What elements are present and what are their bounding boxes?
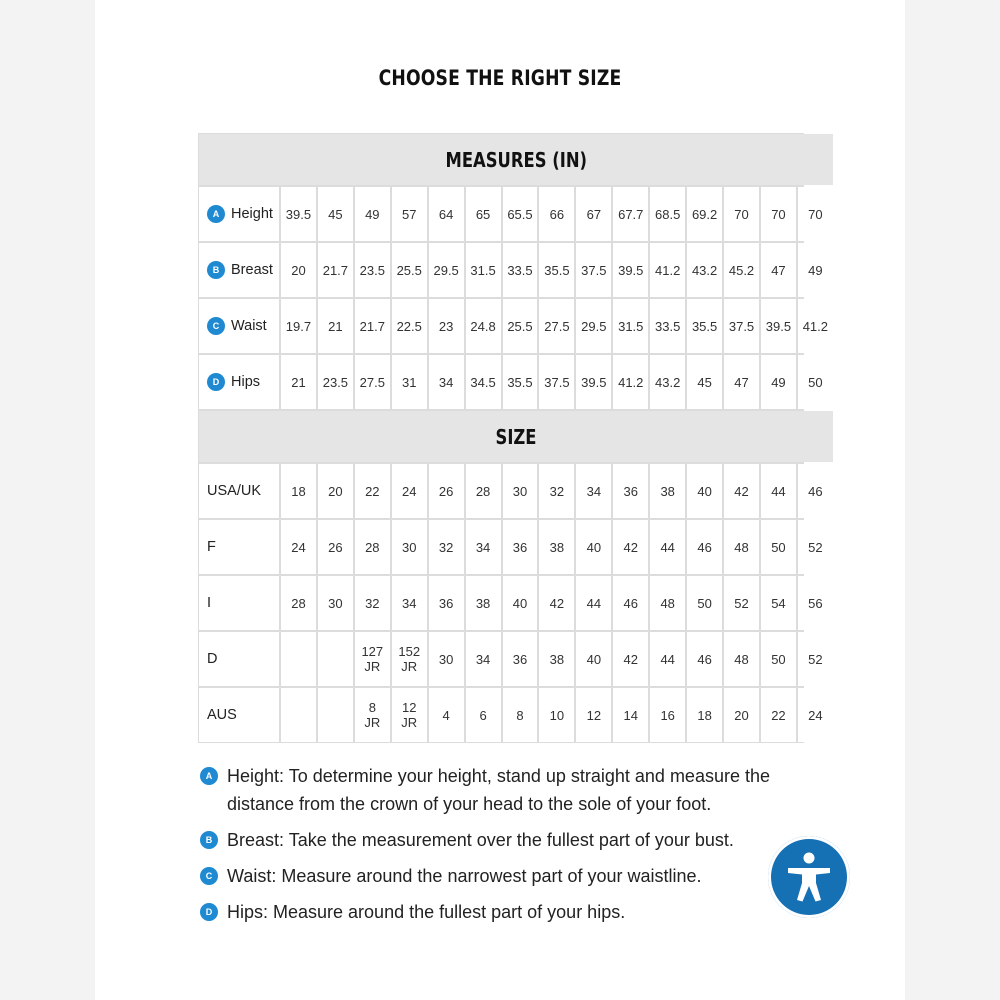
table-cell: 40	[503, 576, 538, 630]
table-cell: 32	[355, 576, 390, 630]
row-label-text: D	[207, 651, 218, 667]
table-cell: 32	[429, 520, 464, 574]
table-cell: 45.2	[724, 243, 759, 297]
table-cell: 22	[761, 688, 796, 742]
note-item	[200, 862, 820, 890]
table-cell: 19.7	[281, 299, 316, 353]
badge-icon: C	[207, 317, 225, 335]
table-cell: 27.5	[355, 355, 390, 409]
row-label	[199, 355, 279, 409]
table-cell: 65.5	[503, 187, 538, 241]
table-cell: 27.5	[539, 299, 574, 353]
table-cell: 24	[281, 520, 316, 574]
table-cell: 70	[761, 187, 796, 241]
table-cell: 46	[798, 464, 833, 518]
table-cell: 43.2	[650, 355, 685, 409]
table-cell: 40	[576, 632, 611, 686]
table-cell: 10	[539, 688, 574, 742]
table-cell: 70	[798, 187, 833, 241]
table-cell: 48	[724, 632, 759, 686]
size-chart-table	[198, 133, 829, 743]
table-cell: 32	[539, 464, 574, 518]
table-cell: 24.8	[466, 299, 501, 353]
table-cell: 38	[650, 464, 685, 518]
row-label	[199, 464, 279, 518]
measures-header	[199, 134, 833, 185]
table-cell: 34	[392, 576, 427, 630]
table-cell	[318, 632, 353, 686]
table-cell	[281, 632, 316, 686]
table-cell: 38	[466, 576, 501, 630]
row-label	[199, 632, 279, 686]
table-cell	[281, 688, 316, 742]
table-cell: 42	[613, 632, 648, 686]
table-cell: 31	[392, 355, 427, 409]
row-label	[199, 576, 279, 630]
table-cell: 28	[355, 520, 390, 574]
accessibility-button[interactable]	[768, 836, 850, 918]
table-cell: 37.5	[539, 355, 574, 409]
table-cell: 33.5	[503, 243, 538, 297]
table-cell: 26	[318, 520, 353, 574]
table-cell: 46	[687, 520, 722, 574]
table-cell: 41.2	[613, 355, 648, 409]
table-cell: 44	[650, 520, 685, 574]
table-cell: 25.5	[503, 299, 538, 353]
table-cell: 57	[392, 187, 427, 241]
note-text: Breast: Take the measurement over the fullest part of your bust.	[227, 830, 734, 850]
table-cell: 42	[613, 520, 648, 574]
table-cell: 21	[281, 355, 316, 409]
row-label-text: Waist	[231, 318, 267, 334]
table-cell: 24	[798, 688, 833, 742]
row-label	[199, 187, 279, 241]
measurement-notes	[200, 762, 820, 934]
table-cell: 49	[798, 243, 833, 297]
badge-icon: A	[200, 767, 218, 785]
table-cell: 67.7	[613, 187, 648, 241]
table-cell: 42	[539, 576, 574, 630]
row-label-text: Height	[231, 206, 273, 222]
table-cell: 23.5	[318, 355, 353, 409]
table-cell: 44	[761, 464, 796, 518]
badge-icon: B	[200, 831, 218, 849]
table-cell: 23	[429, 299, 464, 353]
table-cell: 31.5	[613, 299, 648, 353]
table-cell: 22.5	[392, 299, 427, 353]
table-cell: 8 JR	[355, 688, 390, 742]
table-cell: 37.5	[576, 243, 611, 297]
table-cell: 34	[429, 355, 464, 409]
table-cell: 39.5	[761, 299, 796, 353]
table-cell: 30	[429, 632, 464, 686]
table-cell: 52	[724, 576, 759, 630]
table-cell: 48	[650, 576, 685, 630]
table-cell: 35.5	[539, 243, 574, 297]
badge-icon: D	[207, 373, 225, 391]
table-cell: 50	[687, 576, 722, 630]
table-cell: 34	[466, 632, 501, 686]
table-cell: 23.5	[355, 243, 390, 297]
table-cell: 70	[724, 187, 759, 241]
row-label	[199, 243, 279, 297]
table-cell: 50	[761, 632, 796, 686]
table-cell: 31.5	[466, 243, 501, 297]
table-cell: 8	[503, 688, 538, 742]
table-cell: 45	[318, 187, 353, 241]
table-cell: 152 JR	[392, 632, 427, 686]
table-cell: 16	[650, 688, 685, 742]
table-cell: 47	[761, 243, 796, 297]
table-cell: 64	[429, 187, 464, 241]
table-cell: 21.7	[355, 299, 390, 353]
table-cell: 18	[687, 688, 722, 742]
page-title: CHOOSE THE RIGHT SIZE	[378, 66, 622, 90]
table-cell: 36	[613, 464, 648, 518]
size-header	[199, 411, 833, 462]
table-cell: 44	[576, 576, 611, 630]
table-cell: 35.5	[503, 355, 538, 409]
table-cell: 34.5	[466, 355, 501, 409]
table-cell: 40	[576, 520, 611, 574]
row-label-text: F	[207, 539, 216, 555]
table-cell: 45	[687, 355, 722, 409]
table-cell: 34	[576, 464, 611, 518]
table-cell: 56	[798, 576, 833, 630]
badge-icon: C	[200, 867, 218, 885]
table-cell: 68.5	[650, 187, 685, 241]
table-cell: 66	[539, 187, 574, 241]
note-item	[200, 762, 820, 818]
table-cell: 21	[318, 299, 353, 353]
table-cell: 26	[429, 464, 464, 518]
note-text: Hips: Measure around the fullest part of your hips.	[227, 902, 626, 922]
table-cell: 14	[613, 688, 648, 742]
row-label-text: USA/UK	[207, 483, 261, 499]
table-cell: 42	[724, 464, 759, 518]
table-cell: 6	[466, 688, 501, 742]
row-label-text: Breast	[231, 262, 273, 278]
table-cell: 54	[761, 576, 796, 630]
accessibility-person-icon	[779, 847, 839, 907]
row-label	[199, 299, 279, 353]
table-cell: 35.5	[687, 299, 722, 353]
table-cell: 46	[613, 576, 648, 630]
table-cell: 20	[281, 243, 316, 297]
table-cell: 44	[650, 632, 685, 686]
table-cell: 50	[761, 520, 796, 574]
table-cell: 33.5	[650, 299, 685, 353]
table-cell: 52	[798, 520, 833, 574]
table-cell: 49	[761, 355, 796, 409]
table-cell: 30	[503, 464, 538, 518]
table-cell: 39.5	[613, 243, 648, 297]
table-cell: 29.5	[429, 243, 464, 297]
table-cell: 65	[466, 187, 501, 241]
table-cell: 20	[724, 688, 759, 742]
table-cell: 34	[466, 520, 501, 574]
table-cell: 21.7	[318, 243, 353, 297]
table-cell: 41.2	[798, 299, 833, 353]
row-label	[199, 688, 279, 742]
table-cell: 12 JR	[392, 688, 427, 742]
badge-icon: D	[200, 903, 218, 921]
measures-header-text: MEASURES (IN)	[445, 147, 587, 172]
table-cell: 47	[724, 355, 759, 409]
note-item	[200, 898, 820, 926]
table-cell: 20	[318, 464, 353, 518]
table-cell: 127 JR	[355, 632, 390, 686]
table-cell: 22	[355, 464, 390, 518]
table-cell: 24	[392, 464, 427, 518]
table-cell: 18	[281, 464, 316, 518]
table-cell: 46	[687, 632, 722, 686]
table-cell	[318, 688, 353, 742]
table-cell: 37.5	[724, 299, 759, 353]
note-text: Waist: Measure around the narrowest part of your waistline.	[227, 866, 702, 886]
table-cell: 52	[798, 632, 833, 686]
table-cell: 28	[466, 464, 501, 518]
table-cell: 28	[281, 576, 316, 630]
table-cell: 38	[539, 520, 574, 574]
size-header-text: SIZE	[495, 424, 537, 449]
table-cell: 12	[576, 688, 611, 742]
table-cell: 36	[503, 632, 538, 686]
table-cell: 36	[429, 576, 464, 630]
table-cell: 4	[429, 688, 464, 742]
note-text: Height: To determine your height, stand up straight and measure the distance from the crown of your head to the sole of your foot.	[227, 766, 770, 814]
row-label-text: I	[207, 595, 212, 611]
table-cell: 49	[355, 187, 390, 241]
table-cell: 38	[539, 632, 574, 686]
badge-icon: B	[207, 261, 225, 279]
table-cell: 30	[318, 576, 353, 630]
row-label-text: AUS	[207, 707, 237, 723]
table-cell: 67	[576, 187, 611, 241]
note-item	[200, 826, 820, 854]
row-label	[199, 520, 279, 574]
badge-icon: A	[207, 205, 225, 223]
table-cell: 30	[392, 520, 427, 574]
table-cell: 43.2	[687, 243, 722, 297]
table-cell: 39.5	[281, 187, 316, 241]
table-cell: 29.5	[576, 299, 611, 353]
table-cell: 41.2	[650, 243, 685, 297]
table-cell: 36	[503, 520, 538, 574]
table-cell: 39.5	[576, 355, 611, 409]
table-cell: 25.5	[392, 243, 427, 297]
table-cell: 50	[798, 355, 833, 409]
table-cell: 40	[687, 464, 722, 518]
table-cell: 48	[724, 520, 759, 574]
table-cell: 69.2	[687, 187, 722, 241]
row-label-text: Hips	[231, 374, 261, 390]
